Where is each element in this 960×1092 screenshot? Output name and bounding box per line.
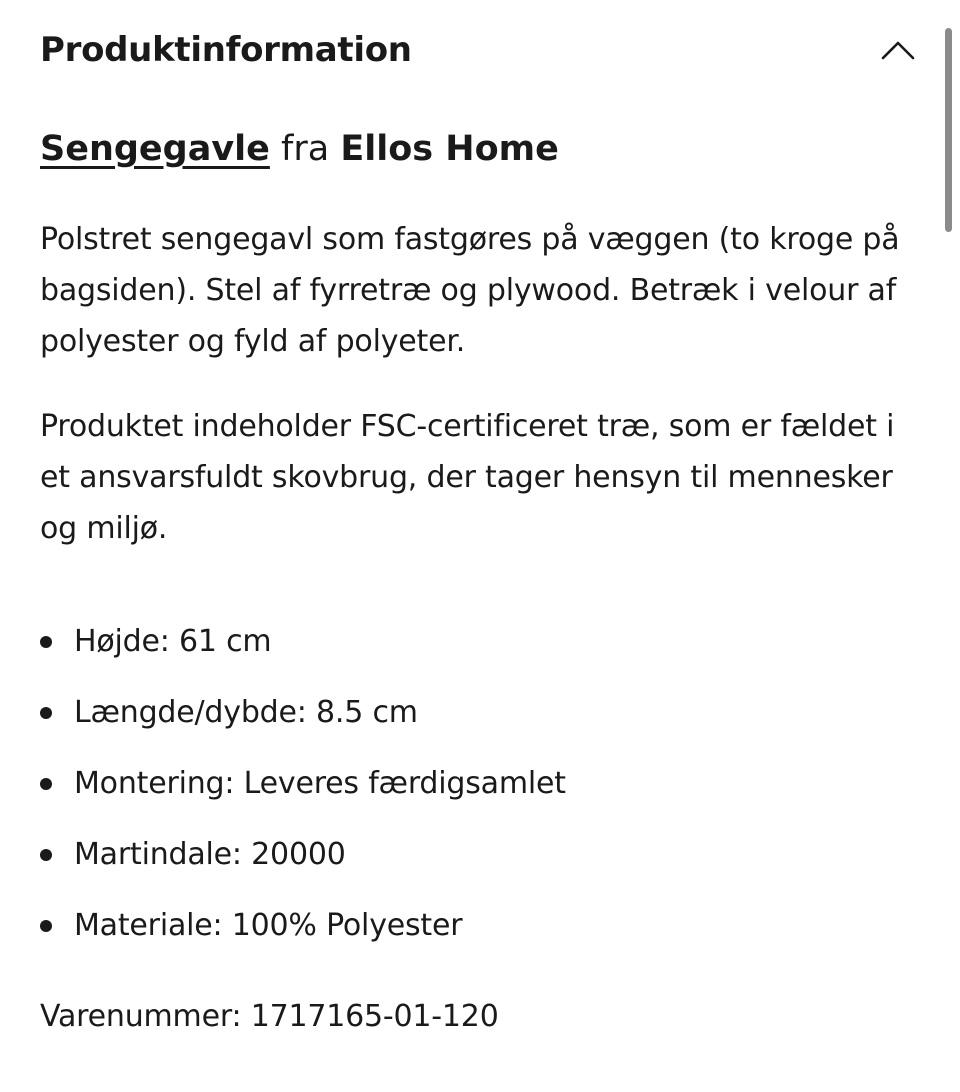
from-word: fra — [281, 129, 330, 169]
bullet-icon — [40, 849, 52, 861]
product-info-content — [40, 124, 916, 1037]
bullet-icon — [40, 920, 52, 932]
spec-item — [40, 764, 916, 835]
spec-list — [40, 622, 916, 977]
product-info-accordion-header[interactable] — [40, 22, 920, 78]
product-heading — [40, 124, 916, 174]
fsc-paragraph: Produktet indeholder FSC-certificeret træ, som er fældet i et ansvarsfuldt skovbrug, der tager hensyn til mennesker og miljø. — [40, 409, 895, 546]
bullet-icon — [40, 778, 52, 790]
spec-item — [40, 622, 916, 693]
item-number: Varenummer: 1717165-01-120 — [40, 999, 499, 1034]
description-paragraph: Polstret sengegavl som fastgøres på væggen (to kroge på bagsiden). Stel af fyrretræ og plywood. Betræk i velour af polyester og fyld af polyeter. — [40, 222, 900, 359]
spec-item — [40, 906, 916, 977]
bullet-icon — [40, 636, 52, 648]
product-category-link[interactable]: Sengegavle — [40, 129, 270, 169]
scrollbar[interactable] — [945, 28, 952, 232]
section-title: Produktinformation — [40, 30, 412, 70]
bullet-icon — [40, 707, 52, 719]
spec-item — [40, 693, 916, 764]
spec-text: Montering: Leveres færdigsamlet — [74, 766, 566, 801]
spec-text: Højde: 61 cm — [74, 624, 272, 659]
spec-text: Martindale: 20000 — [74, 837, 346, 872]
chevron-up-icon[interactable] — [880, 38, 916, 62]
brand-name: Ellos Home — [340, 129, 559, 169]
spec-text: Længde/dybde: 8.5 cm — [74, 695, 418, 730]
spec-text: Materiale: 100% Polyester — [74, 908, 463, 943]
spec-item — [40, 835, 916, 906]
